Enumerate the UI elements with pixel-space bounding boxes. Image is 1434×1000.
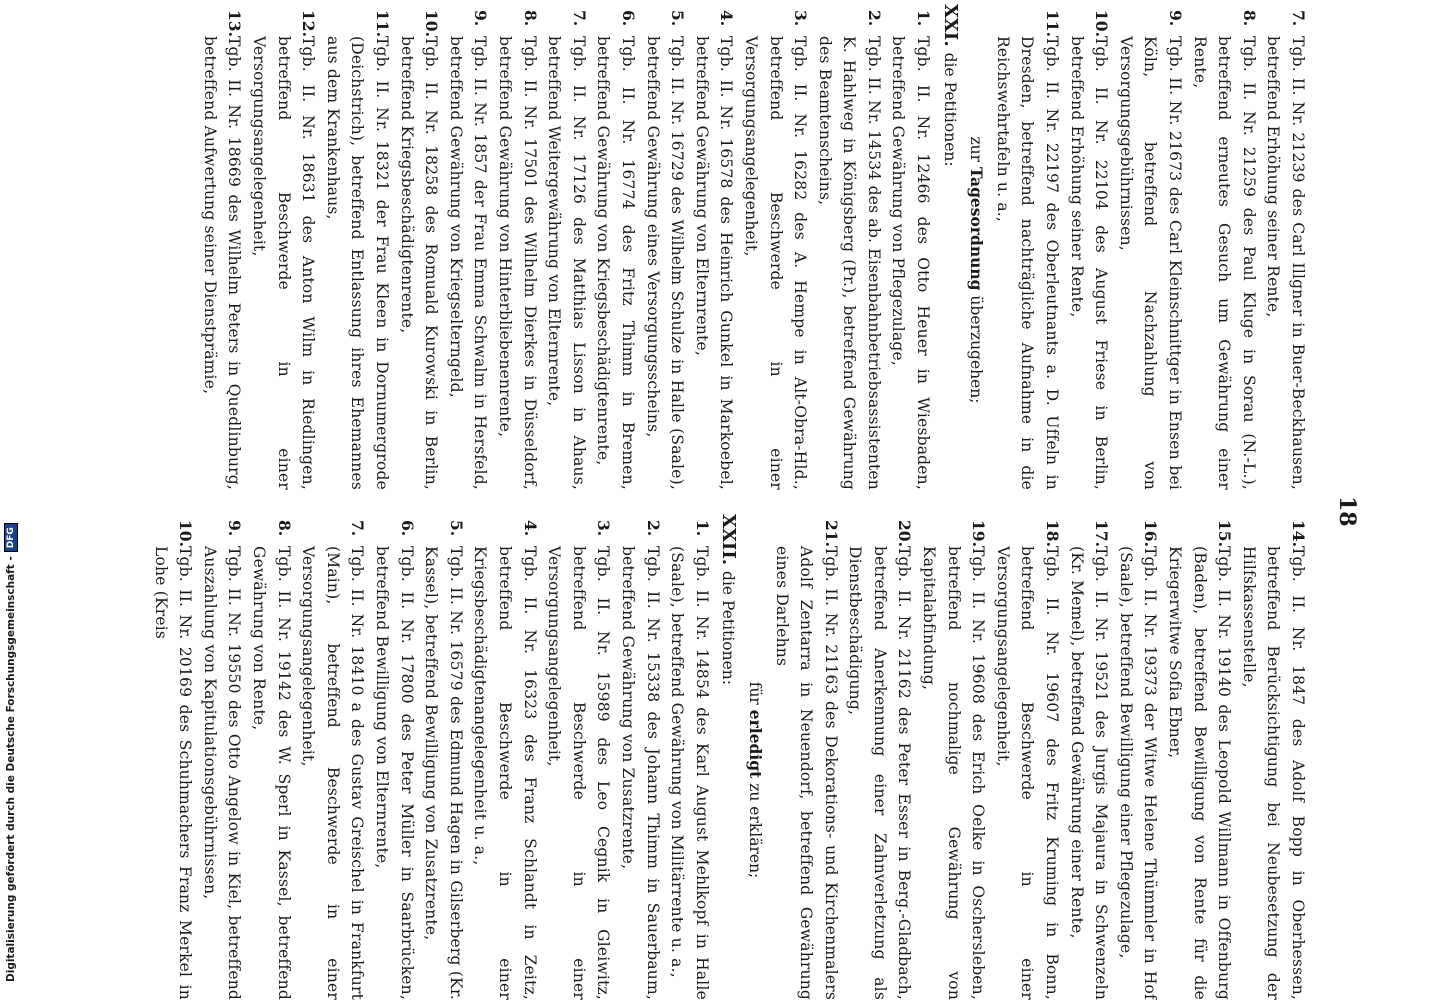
petition-number: 1. [692,520,712,537]
petition-number: 9. [225,520,245,537]
petition-number: 1. [914,10,934,27]
petition-number: 13. [225,10,245,37]
petition-text: Tgb. II. Nr. 21162 des Peter Esser in Berg.-Gladbach, betreffend Anerkennung einer Zahnverletzung als Dienstbeschädigung, [846,546,914,1000]
petition-item [769,520,843,1000]
credit-text: Digitalisierung gefördert durch die Deutsche Forschungsgemeinschaft - [5,556,17,982]
petition-item [917,520,991,1000]
right-column [148,514,1310,1000]
petition-number: 14. [1289,520,1308,547]
petition-number: 8. [520,10,540,27]
petition-item [296,520,370,1000]
petition-item [246,520,295,1000]
petition-number: 19. [969,520,989,547]
petition-text: Tgb. II. Nr. 14534 des ab. Eisenbahnbetriebsassistenten K. Hahlweg in Königsberg (Pr.), betreffend Gewährung des Beamtenscheins, [815,36,883,490]
petition-text: Tgb. II. Nr. 18631 des Anton Wilm in Riedlingen, betreffend Beschwerde in einer Versorgungsangelegenheit, [250,36,318,490]
petition-number: 3. [791,10,811,27]
petition-item [990,10,1064,490]
petition-text: Tgb. II. Nr. 1847 des Adolf Bopp in Oberhessen, betreffend Berücksichtigung bei Neubesetzung der Hilfskassenstelle, [1239,546,1307,1000]
resolution-pre: für [745,681,764,705]
petition-item [886,10,935,490]
petition-item [542,520,616,1000]
resolution-keyword: Tagesordnung [967,166,987,291]
petition-number: 10. [176,520,196,547]
petition-number: 9. [471,10,491,27]
petition-item [843,520,917,1000]
petition-item [542,10,591,490]
petition-number: 7. [569,10,589,27]
petition-text: Tgb. II. Nr. 19550 des Otto Angelow in Kiel, betreffend Auszahlung von Kapitulationsgebührnissen, [200,546,244,1000]
petition-number: 7. [348,520,368,537]
petition-text: Tgb. II. Nr. 18321 der Frau Kleen in Dornumergrode (Deichstrich), betreffend Entlassung ihres Ehemannes aus dem Krankenhaus, [323,36,392,490]
petition-item [1113,10,1187,490]
petition-number: 10. [422,10,442,37]
petition-number: 20. [895,520,915,547]
petition-text: Tgb. II. Nr. 19607 des Fritz Kruming in Bonn, betreffend Beschwerde in einer Versorgungsangelegenheit, [993,546,1062,1000]
petition-text: Tgb. II. Nr. 21163 des Dekorations- und Kirchenmalers Adolf Zentarra in Neuendorf, betreffend Gewährung eines Darlehns [772,546,840,1000]
petition-item [1261,10,1310,490]
petition-item [197,520,246,1000]
petition-number: 3. [594,520,614,537]
petition-text: Tgb. II. Nr. 21673 des Carl Kleinschnittger in Ensen bei Köln, betreffend Nachzahlung von Versorgungsgebührnissen, [1116,36,1185,490]
petition-item [1064,520,1113,1000]
petition-text: Tgb. II. Nr. 17501 des Wilhelm Dierkes in Düsseldorf, betreffend Gewährung von Hinterbliebenenrente, [496,36,539,490]
petition-item [689,10,738,490]
petition-item [246,10,320,490]
resolution-line [964,50,989,490]
section-roman-numeral: XXI. [939,4,961,47]
petition-item [665,520,714,1000]
petition-number: 8. [274,520,294,537]
petition-item [1113,520,1162,1000]
petition-number: 11. [1043,10,1063,37]
resolution-post: zu erklären; [745,783,764,879]
resolution-keyword: erledigt [745,709,765,779]
petition-text: Tgb. II. Nr. 17800 des Peter Müller in Saarbrücken, betreffend Bewilligung von Elternrente, [373,546,416,1000]
petition-item [148,520,197,1000]
petition-text: Tgb. II. Nr. 16578 des Heinrich Gunkel in Markoebel, betreffend Gewährung von Elternrente, [692,36,736,490]
rotated-page-content [151,0,1360,1000]
petition-text: Tgb. II. Nr. 19608 des Erich Oelke in Oschersleben, betreffend nochmalige Gewährung von Kapitalabfindung, [920,546,988,1000]
petition-item [1236,520,1310,1000]
petition-item [320,10,394,490]
petition-text: Tgb. II. Nr. 18669 des Wilhelm Peters in Quedlinburg, betreffend Aufwertung seiner Dienstprämie, [200,36,244,490]
petition-item [640,10,689,490]
petition-text: Tgb. II. Nr. 12466 des Otto Heuer in Wiesbaden, betreffend Gewährung von Pflegezulage, [889,36,933,490]
resolution-pre: zur [967,136,986,163]
petition-item [812,10,886,490]
petition-item [990,520,1064,1000]
petition-number: 18. [1043,520,1063,547]
petition-number: 11. [373,10,393,37]
petition-text: Tgb. II. Nr. 19373 der Witwe Helene Thümmler in Hof (Saale), betreffend Bewilligung einer Pflegezulage, [1116,546,1160,1000]
petition-text: Tgb. II. Nr. 1857 der Frau Emma Schwalm in Hersfeld, betreffend Gewährung von Kriegselterngeld, [446,36,490,490]
section-heading [937,4,962,490]
page-number: 18 [1334,496,1360,527]
petition-text: Tgb. II. Nr. 14854 des Karl August Mehlkopf in Halle (Saale), betreffend Gewährung von Militärrente u. a., [668,546,711,1000]
petition-number: 5. [446,520,466,537]
section-roman-numeral: XXII. [718,514,740,566]
petition-number: 5. [668,10,688,27]
petition-number: 9. [1166,10,1186,27]
petition-item [197,10,246,490]
petition-item [591,10,640,490]
petition-number: 6. [618,10,638,27]
petition-number: 12. [299,10,319,37]
resolution-line [742,560,767,1000]
petition-number: 4. [520,520,540,537]
petition-number: 15. [1215,520,1235,547]
petition-number: 2. [864,10,884,27]
petition-text: Tgb. II. Nr. 22104 des August Friese in Berlin, betreffend Erhöhung seiner Rente, [1067,36,1111,490]
petition-text: Tgb. II. Nr. 19140 des Leopold Willmann in Offenburg (Baden), betreffend Bewilligung von Rente für die Kriegerwitwe Sofia Ebner, [1166,546,1234,1000]
petition-item [738,10,812,490]
petition-text: Tgb. II. Nr. 16323 des Franz Schlandt in Zeitz, betreffend Beschwerde in einer Kriegsbeschädigtenangelegenheit u. a., [471,546,539,1000]
petition-number: 17. [1092,520,1112,547]
petition-item [1064,10,1113,490]
petition-text: Tgb. II. Nr. 16729 des Wilhelm Schulze in Halle (Saale), betreffend Gewährung eines Versorgungsscheins, [643,36,687,490]
petition-number: 7. [1289,10,1308,27]
petition-text: Tgb. II. Nr. 18258 des Romuald Kurowski in Berlin, betreffend Kriegsbeschädigtenrente, [397,36,441,490]
petition-item [419,520,468,1000]
petition-text: Tgb. II. Nr. 16579 des Edmund Hagen in Gilserberg (Kr. Kassel), betreffend Bewilligung von Zusatzrente, [422,546,465,1000]
petition-item [1162,520,1236,1000]
petition-text: Tgb. II. Nr. 16774 des Fritz Thimm in Bremen, betreffend Gewährung von Kriegsbeschädigtenrente, [594,36,637,490]
petition-number: 4. [717,10,737,27]
petition-text: Tgb. II. Nr. 20169 des Schuhmachers Franz Merkel in Lohe (Kreis [151,546,195,1000]
section-label: die Petitionen: [940,52,959,167]
petition-item [443,10,492,490]
petition-number: 10. [1092,10,1112,37]
petition-text: Tgb. II. Nr. 15338 des Johann Thimm in Sauerbaum, betreffend Gewährung von Zusatzrente, [618,546,662,1000]
resolution-post: überzugehen; [967,295,986,404]
petition-number: 6. [397,520,417,537]
petition-item [1187,10,1261,490]
petition-text: Tgb. II. Nr. 16282 des A. Hempe in Alt-Obra-Hld., betreffend Beschwerde in einer Versorgungsangelegenheit, [741,36,810,490]
digitization-credit [0,0,22,1000]
petition-number: 16. [1141,520,1161,547]
petition-item [369,520,418,1000]
petition-text: Tgb. II. Nr. 19521 des Jurgis Majaura in Schwenzeln (Kr. Memel), betreffend Gewährung einer Rente, [1067,546,1111,1000]
petition-number: 21. [821,520,841,547]
petition-item [394,10,443,490]
petition-text: Tgb. II. Nr. 21239 des Carl Illgner in Buer-Beckhausen, betreffend Erhöhung seiner Rente, [1264,36,1307,490]
petition-text: Tgb. II. Nr. 18410 a des Gustav Greischel in Frankfurt (Main), betreffend Beschwerde in einer Versorgungsangelegenheit, [299,546,367,1000]
left-column [197,4,1310,490]
petition-item [492,10,541,490]
section-heading [716,514,741,1000]
petition-item [615,520,664,1000]
section-label: die Petitionen: [719,571,738,685]
petition-text: Tgb. II. Nr. 21259 des Paul Kluge in Sorau (N.-L.), betreffend erneutes Gesuch um Gewährung einer Rente, [1190,36,1258,490]
petition-item [468,520,542,1000]
petition-text: Tgb. II. Nr. 15989 des Leo Cegnik in Gleiwitz, betreffend Beschwerde in einer Versorgungsangelegenheit, [545,546,613,1000]
petition-number: 2. [643,520,663,537]
petition-text: Tgb. II. Nr. 17126 des Matthias Lisson in Ahaus, betreffend Weitergewährung von Elternrente, [545,36,588,490]
dfg-logo: DFG [4,523,18,552]
petition-number: 8. [1239,10,1259,27]
petition-text: Tgb. II. Nr. 22197 des Oberleutnants a. D. Uffeln in Dresden, betreffend nachträgliche Aufnahme in die Reichswehrtafeln u. a., [993,36,1062,490]
petition-text: Tgb. II. Nr. 19142 des W. Sperl in Kassel, betreffend Gewährung von Rente, [250,546,293,1000]
